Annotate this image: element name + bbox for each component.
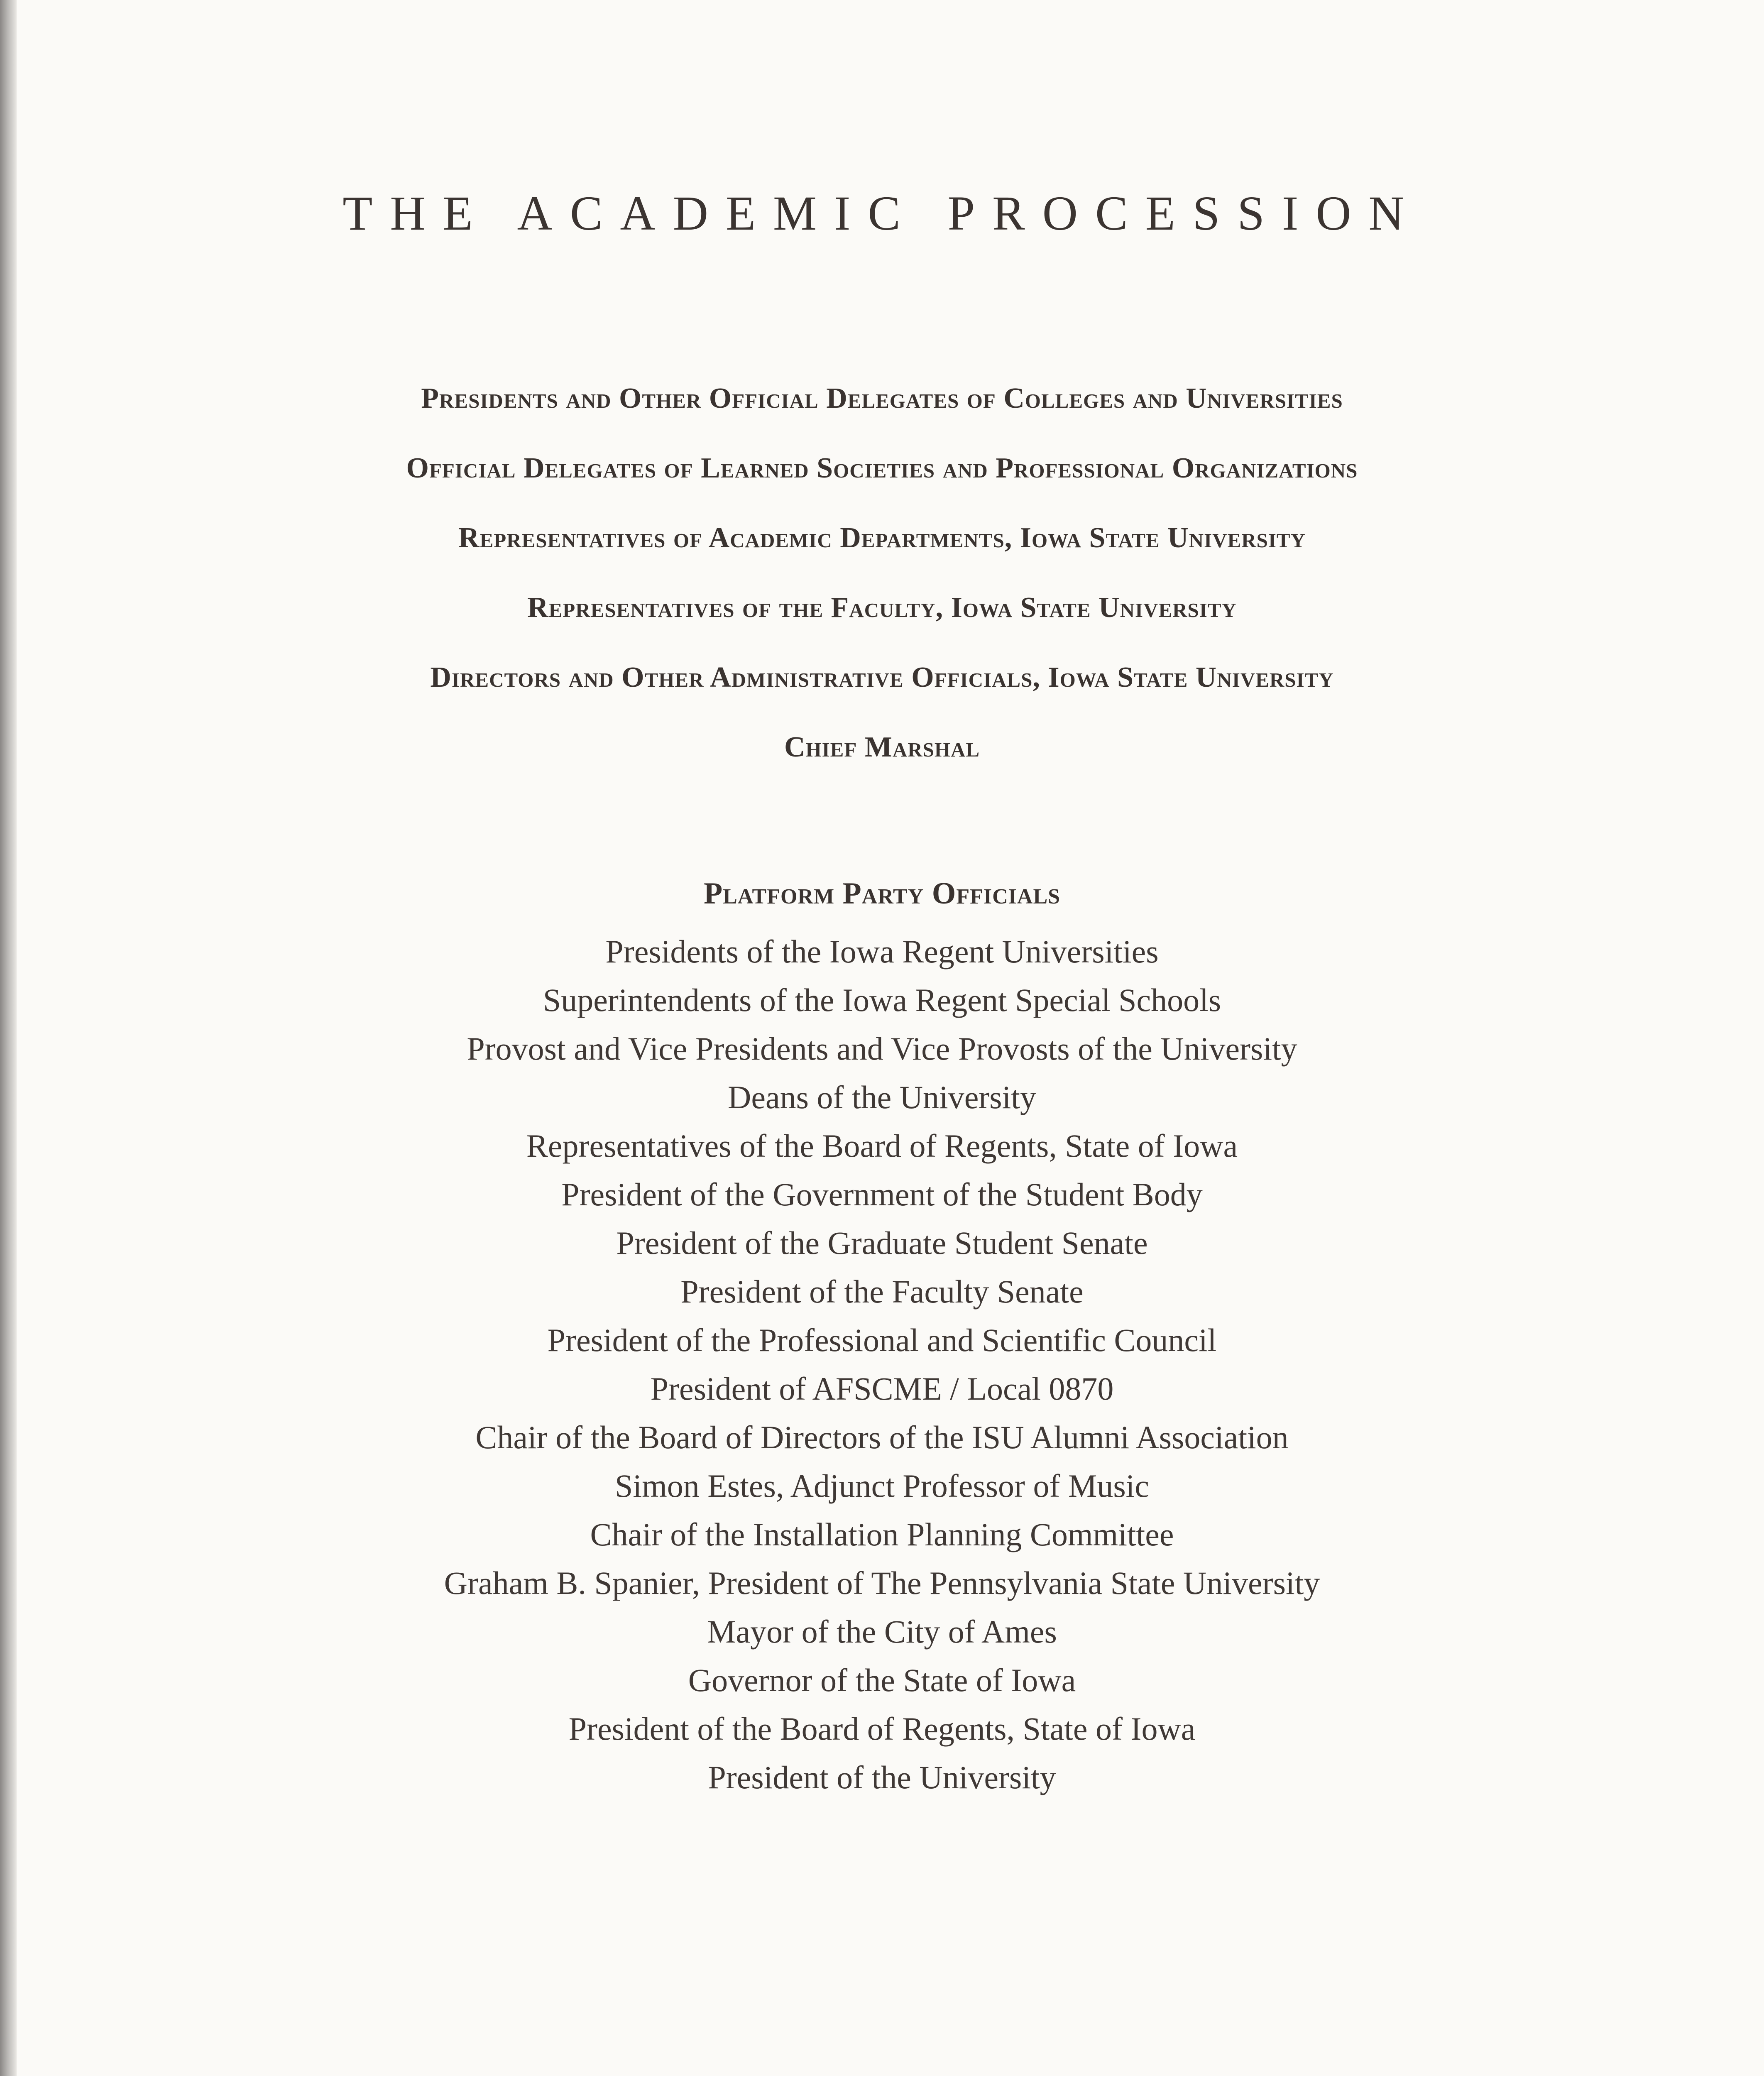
platform-party-heading: Platform Party Officials: [703, 876, 1061, 911]
official-item: President of the Professional and Scientific Council: [547, 1322, 1217, 1358]
procession-group: Representatives of Academic Departments, Iowa State University: [458, 522, 1306, 554]
official-item: Provost and Vice Presidents and Vice Provosts of the University: [467, 1031, 1297, 1067]
procession-group: Representatives of the Faculty, Iowa State University: [527, 592, 1237, 624]
official-item: Chair of the Installation Planning Committee: [590, 1516, 1174, 1552]
official-item: President of the University: [708, 1759, 1056, 1795]
procession-group: Presidents and Other Official Delegates of Colleges and Universities: [421, 382, 1343, 414]
platform-officials-list: [0, 927, 1764, 1802]
official-item: Governor of the State of Iowa: [688, 1662, 1076, 1698]
official-item: President of the Government of the Student Body: [561, 1176, 1203, 1212]
official-item: Simon Estes, Adjunct Professor of Music: [615, 1468, 1149, 1504]
official-item: Chair of the Board of Directors of the ISU Alumni Association: [475, 1419, 1289, 1455]
official-item: Deans of the University: [728, 1079, 1036, 1115]
official-item: President of the Board of Regents, State of Iowa: [568, 1711, 1196, 1747]
official-item: President of the Graduate Student Senate: [616, 1225, 1148, 1261]
official-item: President of the Faculty Senate: [680, 1273, 1084, 1310]
procession-group: Official Delegates of Learned Societies and Professional Organizations: [406, 452, 1358, 484]
platform-party-section: [0, 878, 1764, 1802]
official-item: President of AFSCME / Local 0870: [650, 1371, 1114, 1407]
procession-order-list: [0, 384, 1764, 803]
official-item: Graham B. Spanier, President of The Pennsylvania State University: [444, 1565, 1320, 1601]
procession-group: Directors and Other Administrative Officials, Iowa State University: [430, 661, 1334, 693]
official-item: Representatives of the Board of Regents, State of Iowa: [526, 1128, 1238, 1164]
official-item: Superintendents of the Iowa Regent Special Schools: [543, 982, 1221, 1018]
official-item: Mayor of the City of Ames: [707, 1613, 1057, 1650]
page-title: THE ACADEMIC PROCESSION: [343, 186, 1421, 240]
procession-group: Chief Marshal: [784, 731, 980, 763]
official-item: Presidents of the Iowa Regent Universities: [605, 933, 1159, 969]
